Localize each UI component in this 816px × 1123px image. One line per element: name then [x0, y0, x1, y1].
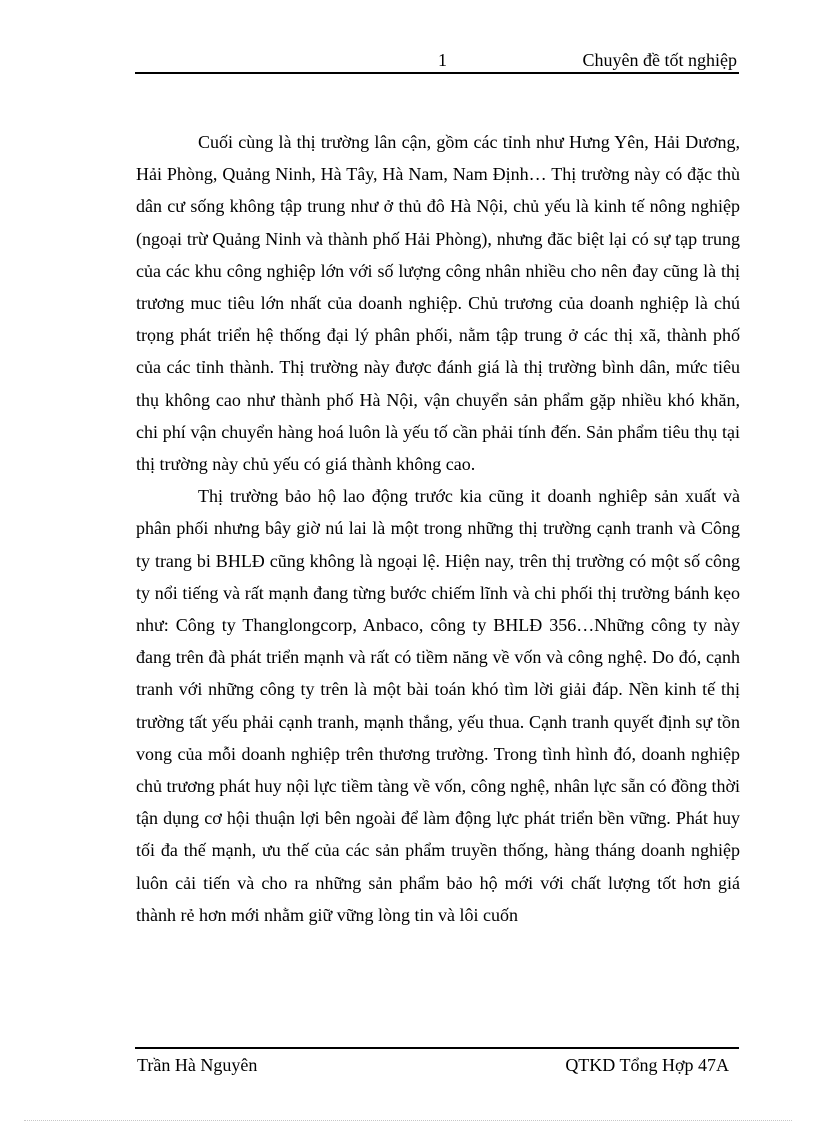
page-header — [135, 48, 739, 74]
page-number: 1 — [438, 50, 447, 70]
document-title: Chuyên đề tốt nghiệp — [582, 50, 737, 70]
page-bottom-divider — [24, 1120, 792, 1121]
author-name: Trần Hà Nguyên — [137, 1055, 258, 1075]
class-name: QTKD Tổng Hợp 47A — [565, 1055, 729, 1075]
document-body — [136, 126, 740, 931]
page-footer — [135, 1047, 739, 1075]
paragraph: Thị trường bảo hộ lao động trước kia cũng it doanh nghiêp sản xuất và phân phối nhưng bây giờ nú lai là một trong những thị trường cạnh tranh và Công ty trang bi BHLĐ cũng không là ngoại lệ. Hiện nay, trên thị trường có một số công ty nổi tiếng và rất mạnh đang từng bước chiếm lĩnh và chi phối thị trường bánh kẹo như: Công ty Thanglongcorp, Anbaco, công ty BHLĐ 356…Những công ty này đang trên đà phát triển mạnh và rất có tiềm năng về vốn và công nghệ. Do đó, cạnh tranh với những công ty trên là một bài toán khó tìm lời giải đáp. Nền kinh tế thị trường tất yếu phải cạnh tranh, mạnh thắng, yếu thua. Cạnh tranh quyết định sự tồn vong của mỗi doanh nghiệp trên thương trường. Trong tình hình đó, doanh nghiệp chủ trương phát huy nội lực tiềm tàng về vốn, công nghệ, nhân lực sẵn có đồng thời tận dụng cơ hội thuận lợi bên ngoài để làm động lực phát triển bền vững. Phát huy tối đa thế mạnh, ưu thế của các sản phẩm truyền thống, hàng tháng doanh nghiệp luôn cải tiến và cho ra những sản phẩm bảo hộ mới với chất lượng tốt hơn giá thành rẻ hơn mới nhằm giữ vững lòng tin và lôi cuốn — [136, 486, 740, 925]
paragraph: Cuối cùng là thị trường lân cận, gồm các tỉnh như Hưng Yên, Hải Dương, Hải Phòng, Quảng Ninh, Hà Tây, Hà Nam, Nam Định… Thị trường này có đặc thù dân cư sống không tập trung như ở thủ đô Hà Nội, chủ yếu là kinh tế nông nghiệp (ngoại trừ Quảng Ninh và thành phố Hải Phòng), nhưng đăc biệt lại có sự tạp trung của các khu công nghiệp lớn với số lượng công nhân nhiều cho nên đay cũng là thị trương muc tiêu lớn nhất của doanh nghiệp. Chủ trương của doanh nghiệp là chú trọng phát triển hệ thống đại lý phân phối, nằm tập trung ở các thị xã, thành phố của các tỉnh thành. Thị trường này được đánh giá là thị trường bình dân, mức tiêu thụ không cao như thành phố Hà Nội, vận chuyển sản phẩm gặp nhiều khó khăn, chi phí vận chuyển hàng hoá luôn là yếu tố cần phải tính đến. Sản phẩm tiêu thụ tại thị trường này chủ yếu có giá thành không cao. — [136, 132, 740, 475]
